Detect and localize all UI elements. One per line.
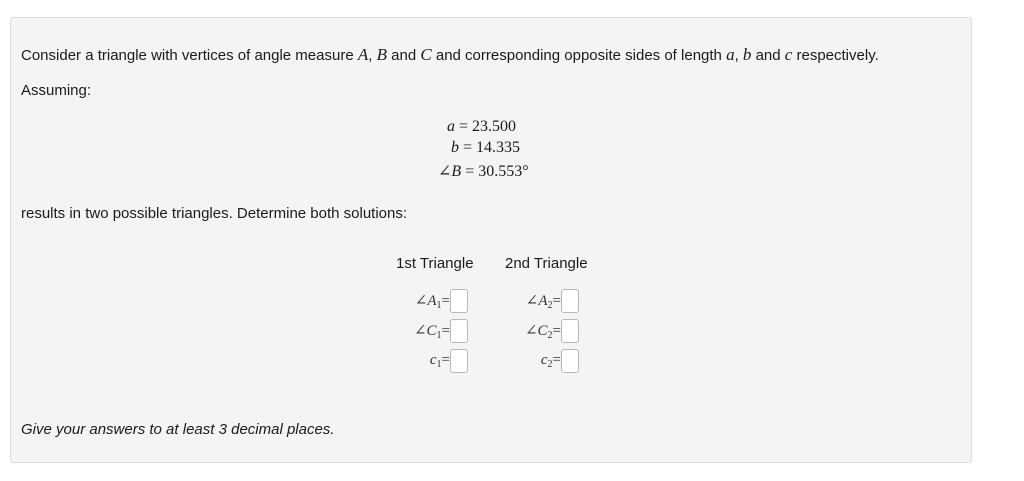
label-C1: $\angle C_1=$ <box>413 323 450 341</box>
given-b: b = 14.335 <box>451 139 521 156</box>
label-C2: $\angle C_2=$ <box>524 323 561 341</box>
results-text: results in two possible triangles. Determine both solutions: <box>21 205 408 222</box>
field-row-C2 <box>501 318 579 344</box>
var-a: a <box>726 45 735 64</box>
var-A: A <box>357 45 369 64</box>
input-side-c1[interactable] <box>450 349 468 373</box>
problem-statement <box>21 45 879 65</box>
input-side-c2[interactable] <box>561 349 579 373</box>
intro-comma: , <box>368 47 377 64</box>
field-row-C1 <box>391 318 468 344</box>
intro-text-2: and <box>386 47 421 64</box>
field-row-A1 <box>391 288 468 314</box>
input-angle-C2[interactable] <box>561 319 579 343</box>
given-angle-B: ∠B = 30.553° <box>438 163 529 180</box>
label-A2: $\angle A_2=$ <box>525 293 561 311</box>
intro-text-3: and corresponding opposite sides of length <box>431 47 727 64</box>
var-B: B <box>376 45 387 64</box>
intro-text-1: Consider a triangle with vertices of angle measure <box>21 47 358 64</box>
question-card <box>10 17 972 463</box>
var-c: c <box>784 45 793 64</box>
var-C: C <box>420 45 432 64</box>
precision-note: Give your answers to at least 3 decimal places. <box>21 421 335 438</box>
field-row-c1 <box>391 348 468 374</box>
first-triangle-heading: 1st Triangle <box>396 255 474 272</box>
given-a: a = 23.500 <box>447 118 517 135</box>
intro-text-5: respectively. <box>792 47 879 64</box>
field-row-A2 <box>501 288 579 314</box>
field-row-c2 <box>501 348 579 374</box>
label-A1: $\angle A_1=$ <box>414 293 450 311</box>
intro-text-4: and <box>751 47 785 64</box>
second-triangle-heading: 2nd Triangle <box>505 255 588 272</box>
angle-icon: ∠ <box>438 163 452 180</box>
input-angle-C1[interactable] <box>450 319 468 343</box>
intro-comma-2: , <box>734 47 743 64</box>
input-angle-A1[interactable] <box>450 289 468 313</box>
var-b: b <box>742 45 752 64</box>
label-c1: $c_1=$ <box>429 352 450 370</box>
assuming-label: Assuming: <box>21 82 92 99</box>
input-angle-A2[interactable] <box>561 289 579 313</box>
label-c2: $c_2=$ <box>540 352 561 370</box>
